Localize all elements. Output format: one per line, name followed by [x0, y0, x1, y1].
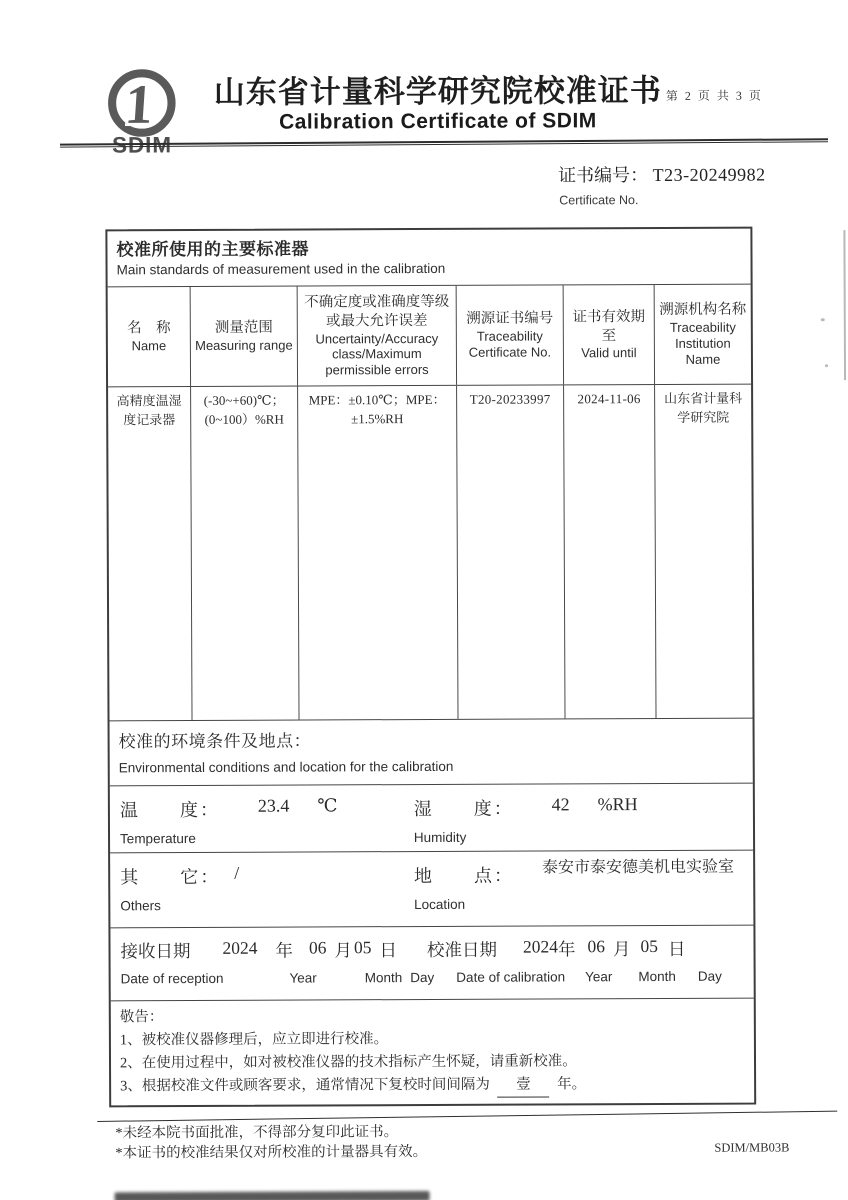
calibration-date-label-english: Date of calibration: [456, 969, 566, 985]
main-table: [105, 227, 756, 1108]
others-location-row: [110, 851, 753, 929]
calibration-day: 05: [640, 935, 659, 957]
col-header-institution: 溯源机构名称 Traceability Institution Name: [659, 301, 747, 367]
standards-title-en: Main standards of measurement used in the calibration: [116, 260, 446, 278]
notice-title: 敬告：: [119, 1009, 164, 1026]
temperature-label: 温 度：: [119, 799, 220, 821]
standard-mpe-cell: MPE：±0.10℃；MPE：±1.5%RH: [298, 386, 458, 720]
notice-item-3: 3、根据校准文件或顾客要求，通常情况下复校时间间隔为 壹 年。: [120, 1072, 746, 1099]
temperature-block: [110, 785, 406, 852]
scan-speck: [825, 364, 828, 367]
humidity-label: 湿 度：: [413, 798, 514, 820]
humidity-value: 42: [551, 794, 570, 815]
standard-institution-cell: 山东省计量科学研究院: [664, 390, 743, 425]
reception-date-label: 接收日期: [120, 941, 191, 962]
others-label: 其 它：: [120, 866, 221, 888]
col-header-uncertainty: 不确定度或准确度等级或最大允许误差 Uncertainty/Accuracy class/Maximum permissible errors: [298, 286, 457, 386]
reception-day: 05: [353, 937, 372, 958]
footer-divider: [97, 1111, 837, 1122]
temperature-humidity-row: [110, 784, 753, 854]
scan-smudge: [115, 1191, 430, 1200]
others-value: /: [234, 862, 240, 883]
certificate-number-label: 证书编号：: [558, 165, 649, 186]
logo-text: SDIM: [112, 132, 172, 156]
dates-line-en: Date of reception Year Month Day Date of calibration Year Month Day: [120, 968, 722, 987]
reception-year: 2024: [222, 937, 258, 958]
standards-header-row: [108, 285, 751, 388]
col-header-measuring-range: 测量范围 Measuring range: [191, 287, 298, 386]
reception-month: 06: [308, 937, 327, 958]
environment-title-en: Environmental conditions and location for the calibration: [118, 758, 454, 776]
standard-range-cell: (-30~+60)℃；(0~100）%RH: [191, 387, 299, 720]
svg-text:1: 1: [123, 73, 156, 136]
col-header-traceability-cert-no: 溯源证书编号 Traceability Certificate No.: [457, 285, 564, 384]
notice-item-2: 2、在使用过程中，如对被校准仪器的技术指标产生怀疑，请重新校准。: [119, 1053, 577, 1072]
certificate-number: [558, 161, 766, 188]
calibration-date-label: 校准日期: [426, 939, 498, 960]
col-header-valid-until: 证书有效期至 Valid until: [564, 285, 655, 384]
calibration-year: 2024: [522, 936, 559, 957]
col-header-name: 名 称 Name: [108, 287, 191, 386]
temperature-unit: ℃: [317, 795, 338, 816]
humidity-unit: %RH: [597, 794, 638, 815]
dates-line-cn: 接收日期 2024 年 06 月 05 日 校准日期 2024 年 06 月 05 日: [120, 935, 686, 962]
certificate-number-value: T23-20249982: [652, 164, 766, 185]
standard-valid-until-cell: 2024-11-06: [564, 385, 656, 718]
footnotes: [115, 1122, 427, 1164]
reception-date-label-english: Date of reception: [120, 970, 224, 987]
certificate-number-label-english: Certificate No.: [559, 193, 639, 208]
page-title-english: Calibration Certificate of SDIM: [279, 109, 597, 134]
footnote-2: *本证书的校准结果仅对所校准的计量器具有效。: [115, 1144, 428, 1162]
standards-data-row: [108, 385, 752, 722]
humidity-block: [406, 784, 754, 852]
page-title: 山东省计量科学研究院校准证书: [213, 72, 662, 110]
location-block: [406, 851, 754, 927]
form-number: SDIM/MB03B: [714, 1140, 790, 1155]
footnote-1: *未经本院书面批准，不得部分复印此证书。: [115, 1124, 399, 1142]
notice-item-1: 1、被校准仪器修理后，应立即进行校准。: [119, 1031, 389, 1049]
environment-title-cn: 校准的环境条件及地点：: [118, 731, 312, 752]
location-label: 地 点：: [413, 865, 515, 887]
standards-title-cn: 校准所使用的主要标准器: [116, 239, 310, 260]
humidity-label-english: Humidity: [413, 829, 467, 846]
temperature-label-english: Temperature: [120, 830, 196, 847]
scan-speck: [821, 318, 825, 321]
standard-name-cell: 高精度温湿度记录器: [108, 387, 192, 720]
page-number: 第 2 页 共 3 页: [665, 88, 763, 103]
location-value: 泰安市泰安德美机电实验室: [541, 858, 734, 877]
scan-edge-line: [843, 230, 845, 380]
environment-section-title: [110, 719, 753, 787]
dates-row: [110, 926, 753, 1002]
notice-section: [111, 999, 754, 1099]
others-label-english: Others: [120, 898, 161, 914]
temperature-value: 23.4: [257, 795, 290, 816]
calibration-month: 06: [587, 936, 606, 957]
standards-section-title: [107, 229, 750, 288]
others-block: [110, 852, 406, 927]
recalibration-interval-value: 壹: [497, 1073, 549, 1097]
standard-trace-cert-cell: T20-20233997: [457, 385, 565, 718]
location-label-english: Location: [414, 896, 466, 913]
